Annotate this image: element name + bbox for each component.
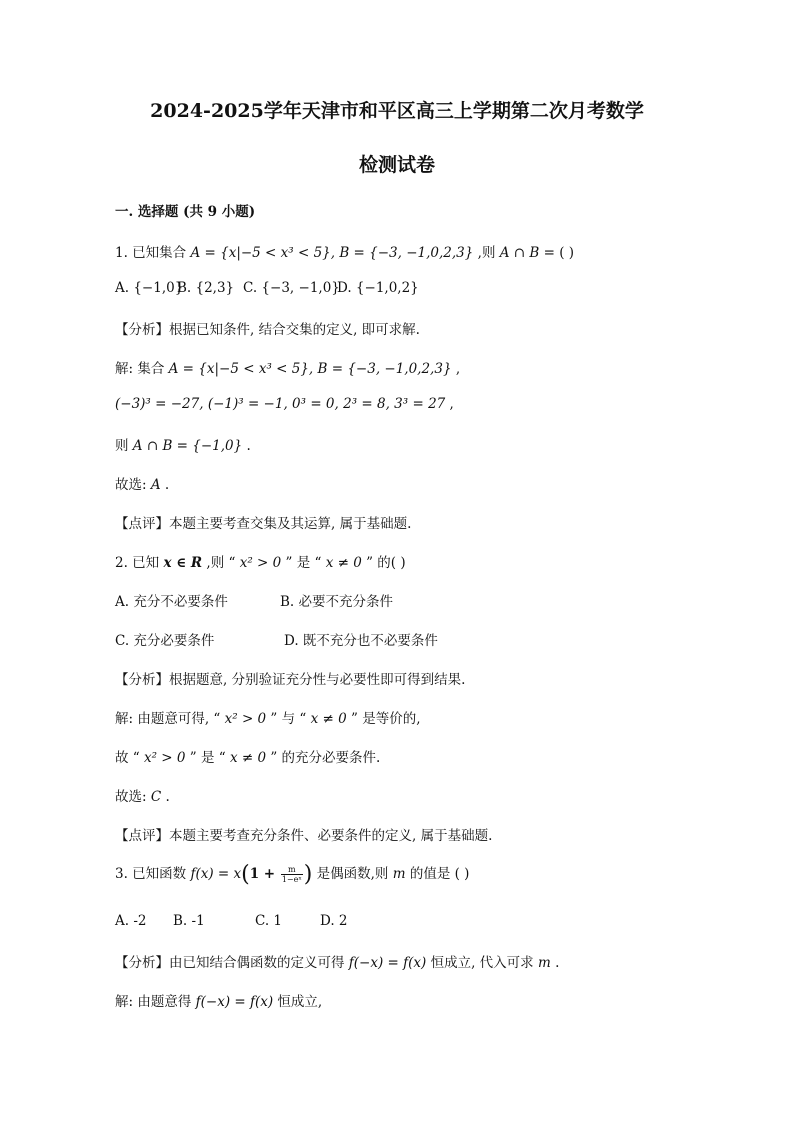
q2-sol2-text3: ” 的充分必要条件.: [266, 750, 381, 766]
q2-stem-text: 2. 已知: [115, 555, 164, 571]
q3-stem: [115, 862, 469, 887]
q2-answer: [115, 785, 170, 805]
q3-analysis-text2: 恒成立, 代入可求: [426, 955, 538, 971]
q3-analysis: [115, 951, 559, 971]
q2-stem-text2: ,则 “: [202, 555, 240, 571]
q1-sol1-end: ,: [451, 361, 461, 377]
q1-answer: [115, 473, 169, 493]
q3-sol1-math: f(−x) = f(x): [195, 994, 274, 1010]
q2-sol2-math2: x ≠ 0: [229, 750, 267, 766]
q3-stem-math1: f(x) = x: [190, 866, 242, 882]
q1-option-b: B. {2,3}: [177, 280, 235, 296]
q2-stem-math2: x² > 0: [239, 555, 282, 571]
right-paren-glyph: ): [303, 862, 313, 887]
q1-options: [115, 280, 419, 296]
left-paren-glyph: (: [241, 862, 250, 887]
q3-options: [115, 913, 348, 929]
q1-sol3-end: .: [242, 438, 251, 454]
q2-sol2-text: 故 “: [115, 750, 144, 766]
q2-option-c: C. 充分必要条件: [115, 633, 215, 649]
q1-answer-end: .: [160, 477, 170, 493]
q2-sol1-text3: ” 是等价的,: [346, 711, 421, 727]
q2-option-d: D. 既不充分也不必要条件: [284, 633, 438, 649]
q1-sol2-math: (−3)³ = −27, (−1)³ = −1, 0³ = 0, 2³ = 8, 3³ = 27: [115, 396, 446, 412]
q1-option-a: A. {−1,0}: [115, 280, 184, 296]
q2-stem-math1: x ∈ R: [163, 555, 203, 571]
q2-option-b: B. 必要不充分条件: [280, 594, 394, 610]
q3-option-c: C. 1: [255, 913, 283, 929]
q3-solution-line1: [115, 990, 322, 1010]
q2-comment: 【点评】本题主要考查充分条件、必要条件的定义, 属于基础题.: [115, 828, 493, 844]
q3-stem-text2: 是偶函数,则: [312, 866, 393, 882]
q1-option-d: D. {−1,0,2}: [337, 280, 419, 296]
q2-sol1-math2: x ≠ 0: [310, 711, 347, 727]
q2-options-row1: [115, 590, 393, 610]
q2-stem-math3: x ≠ 0: [325, 555, 362, 571]
q3-fraction-denominator: 1−eˣ: [281, 875, 302, 884]
q1-solution-line1: [115, 357, 460, 377]
q3-stem-text3: 的值是 ( ): [405, 866, 470, 882]
q3-analysis-text: 【分析】由已知结合偶函数的定义可得: [115, 955, 349, 971]
q1-comment: 【点评】本题主要考查交集及其运算, 属于基础题.: [115, 516, 412, 532]
q3-fraction-numerator: m: [281, 865, 303, 875]
q3-analysis-math: f(−x) = f(x): [348, 955, 427, 971]
q2-stem-text4: ” 的( ): [361, 555, 406, 571]
q1-stem-text2: ,则: [473, 245, 500, 261]
q2-answer-text: 故选:: [115, 789, 151, 805]
q1-sol1-text: 解: 集合: [115, 361, 169, 377]
q1-answer-text: 故选:: [115, 477, 151, 493]
q1-sol1-math: A = {x|−5 < x³ < 5}, B = {−3, −1,0,2,3}: [168, 361, 452, 377]
q3-option-d: D. 2: [320, 913, 348, 929]
q1-stem: [115, 241, 574, 261]
q3-option-a: A. -2: [115, 913, 147, 929]
q2-sol1-text: 解: 由题意可得, “: [115, 711, 225, 727]
q2-sol1-text2: ” 与 “: [266, 711, 311, 727]
q2-stem-text3: ” 是 “: [281, 555, 326, 571]
q1-solution-line2: [115, 396, 454, 412]
q3-analysis-end: .: [550, 955, 560, 971]
q2-sol2-text2: ” 是 “: [185, 750, 230, 766]
q1-option-c: C. {−3, −1,0}: [243, 280, 340, 296]
q2-solution-line2: [115, 746, 380, 766]
q2-analysis: 【分析】根据题意, 分别验证充分性与必要性即可得到结果.: [115, 672, 466, 688]
q2-solution-line1: [115, 707, 421, 727]
q1-stem-text: 1. 已知集合: [115, 245, 191, 261]
q1-stem-math: A = {x|−5 < x³ < 5}, B = {−3, −1,0,2,3}: [190, 245, 474, 261]
q3-stem-inner: 1 +: [249, 866, 280, 882]
q2-sol1-math1: x² > 0: [224, 711, 267, 727]
q3-option-b: B. -1: [173, 913, 205, 929]
q2-option-a: A. 充分不必要条件: [115, 594, 228, 610]
q2-sol2-math1: x² > 0: [143, 750, 186, 766]
q3-fraction: [281, 865, 303, 884]
document-title-line1: 2024-2025学年天津市和平区高三上学期第二次月考数学: [150, 100, 644, 122]
q2-answer-choice: C: [150, 789, 162, 805]
q2-answer-end: .: [161, 789, 170, 805]
q1-sol3-math: A ∩ B = {−1,0}: [132, 438, 243, 454]
section-heading: 一. 选择题 (共 9 小题): [115, 204, 256, 220]
q3-analysis-math2: m: [537, 955, 551, 971]
q1-sol2-end: ,: [445, 396, 454, 412]
q3-sol1-end: 恒成立,: [273, 994, 323, 1010]
q1-sol3-text: 则: [115, 438, 133, 454]
q1-answer-choice: A: [150, 477, 161, 493]
q1-stem-math2: A ∩ B =: [499, 245, 555, 261]
q1-stem-text3: ( ): [554, 245, 575, 261]
q3-sol1-text: 解: 由题意得: [115, 994, 196, 1010]
document-title-line2: 检测试卷: [358, 154, 435, 176]
q1-analysis: 【分析】根据已知条件, 结合交集的定义, 即可求解.: [115, 322, 420, 338]
q1-solution-line3: [115, 434, 251, 454]
q3-stem-math2: m: [392, 866, 406, 882]
q2-options-row2: [115, 629, 438, 649]
q2-stem: [115, 551, 406, 571]
q3-stem-text: 3. 已知函数: [115, 866, 191, 882]
